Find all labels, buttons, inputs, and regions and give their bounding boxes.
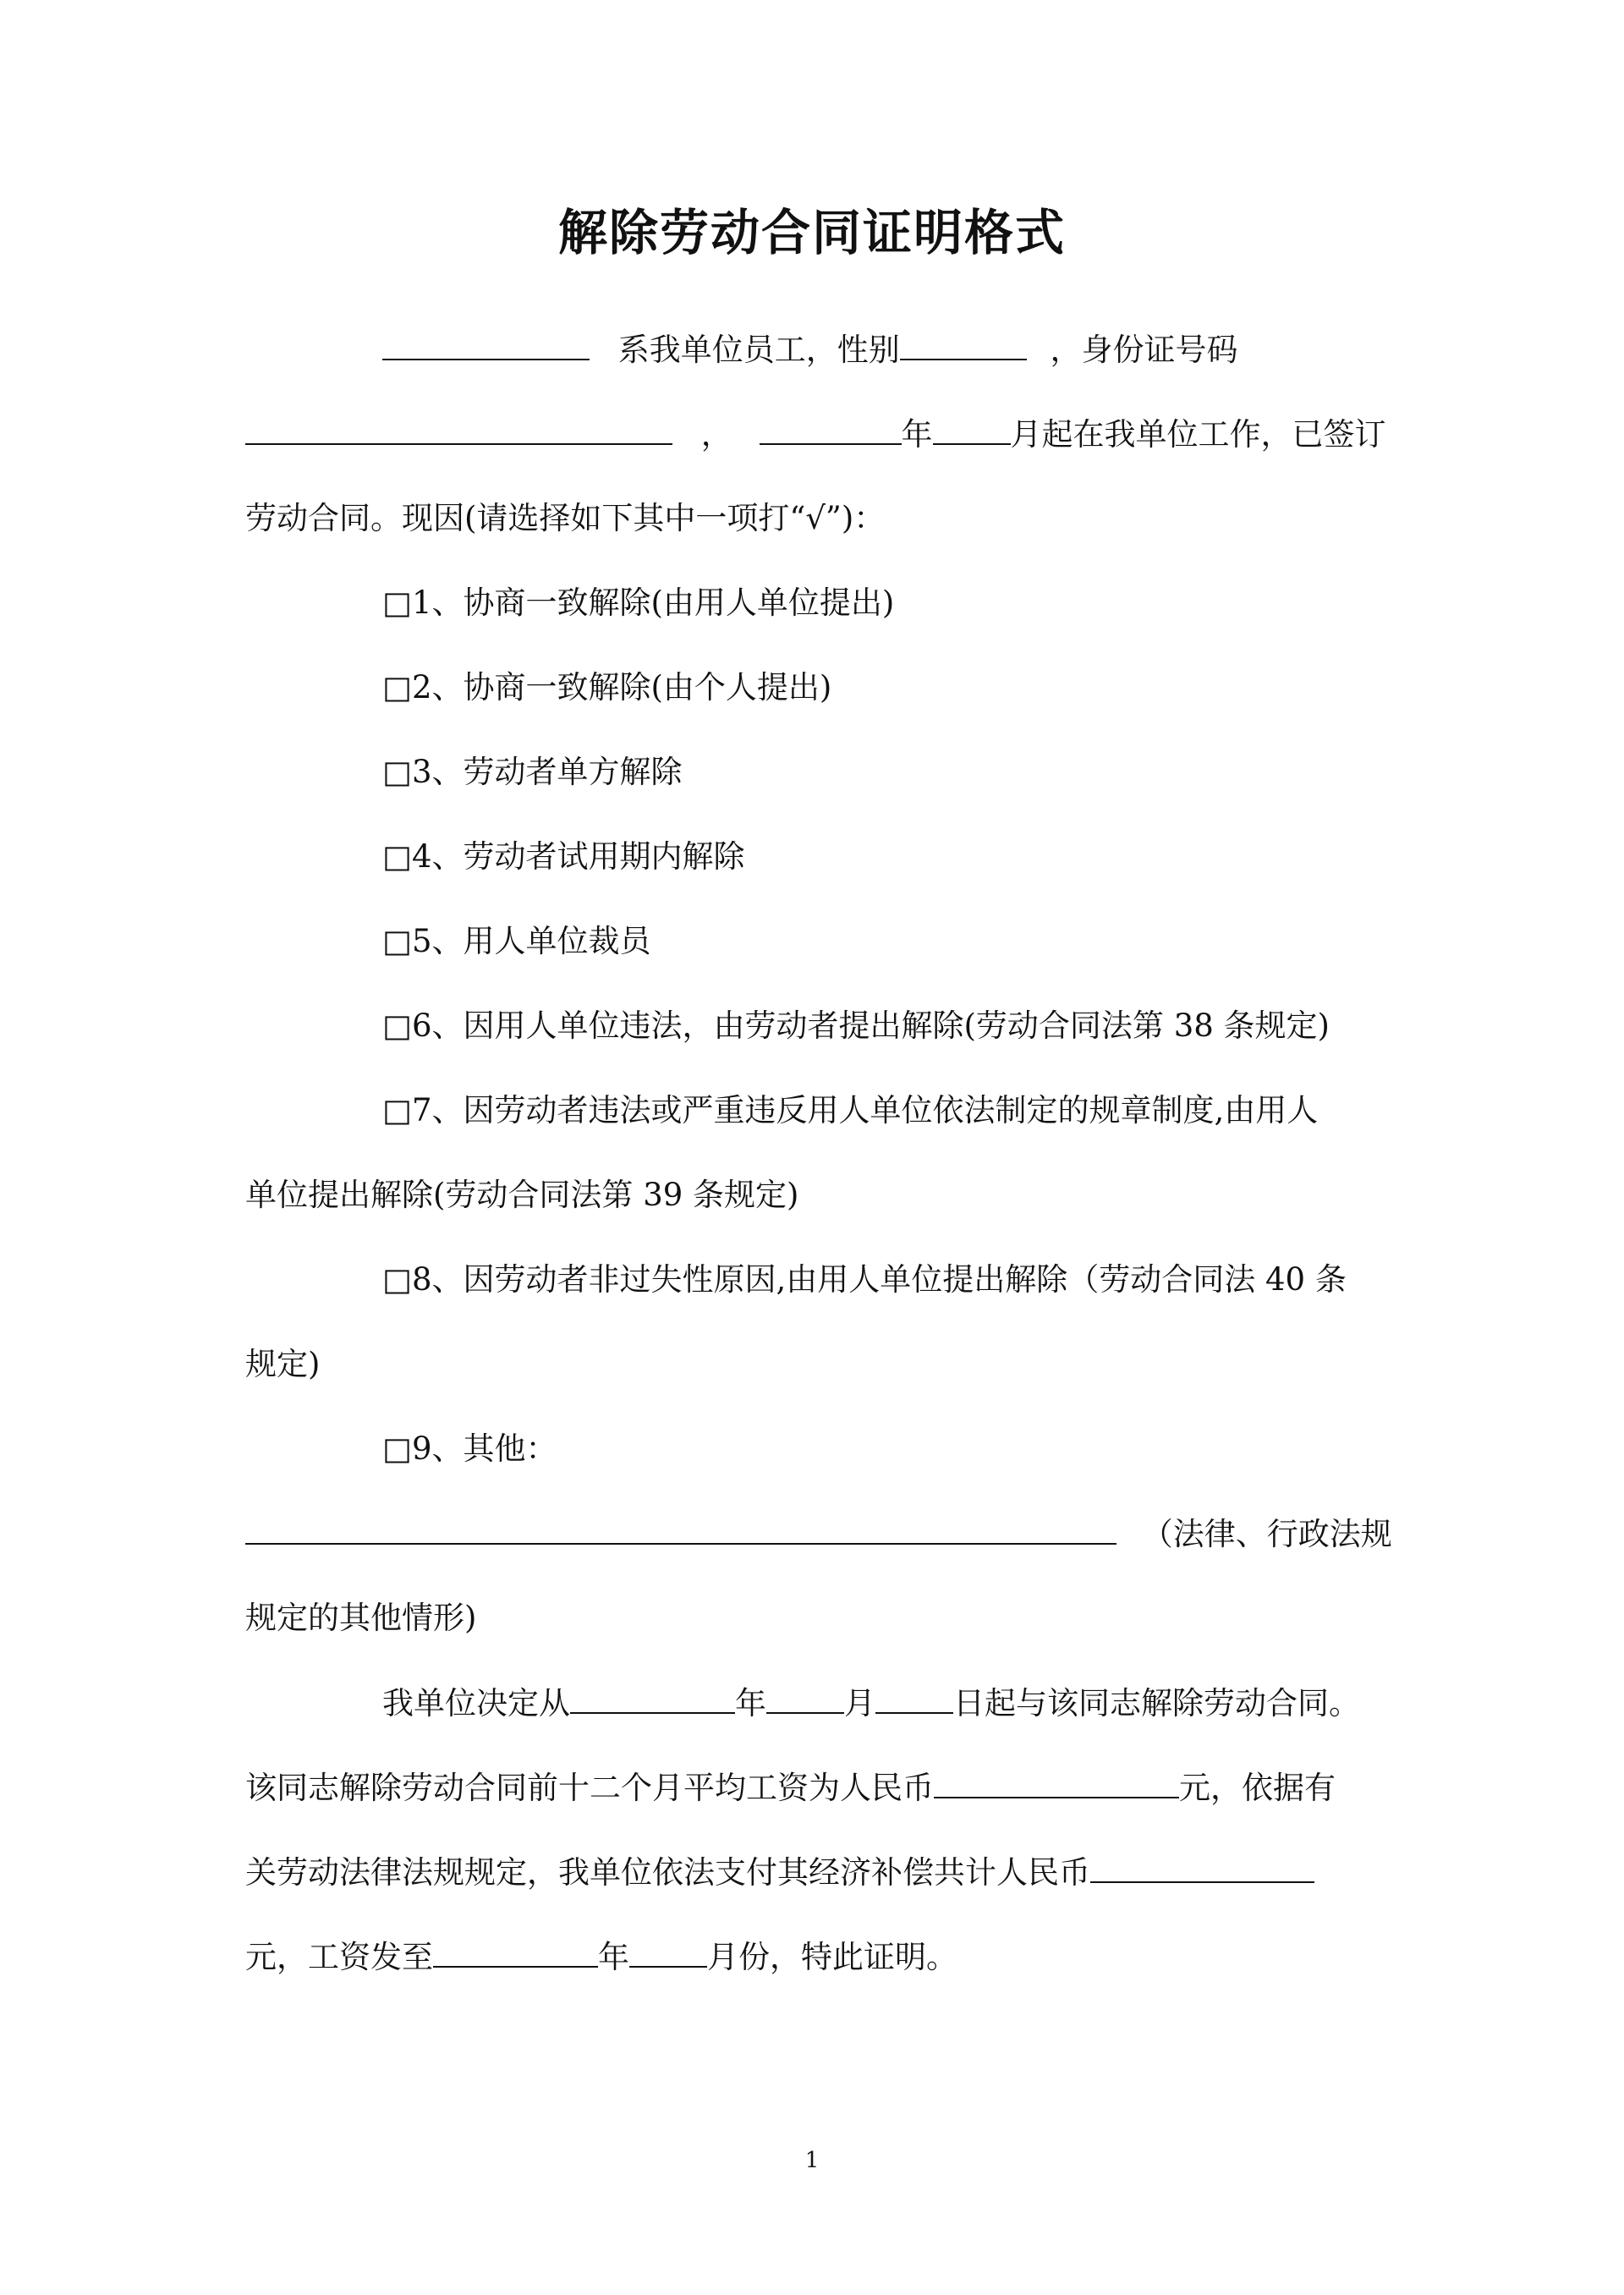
termination-year-label: 年 [735,1685,766,1721]
gender-blank[interactable] [900,328,1027,360]
salary-prefix: 该同志解除劳动合同前十二个月平均工资为人民币 [245,1770,934,1806]
id-number-label: ，身份证号码 [1050,332,1238,368]
salary-until-year-blank[interactable] [433,1935,598,1968]
salary-line [245,1766,1396,1809]
option-4[interactable]: □4、劳动者试用期内解除 [382,838,745,875]
compensation-line [245,1851,1396,1894]
salary-until-month-blank[interactable] [629,1935,707,1968]
start-year-label: 年 [901,416,933,453]
id-number-blank[interactable] [245,413,672,445]
average-salary-blank[interactable] [934,1766,1179,1798]
option-7[interactable]: □7、因劳动者违法或严重违反用人单位依法制定的规章制度,由用人 [382,1092,1319,1128]
final-line [245,1935,1396,1979]
compensation-amount-blank[interactable] [1090,1851,1314,1883]
other-reason-line [245,1513,1396,1556]
other-reason-suffix: （法律、行政法规 [1141,1516,1392,1552]
paragraph-1-line-2 [245,413,1396,456]
start-year-blank[interactable] [760,413,902,445]
paragraph-1-line-1 [382,328,1397,371]
option-7-continued: 单位提出解除(劳动合同法第 39 条规定) [245,1177,799,1213]
decision-line [382,1682,1397,1725]
employee-text: 系我单位员工，性别 [617,332,900,368]
option-3[interactable]: □3、劳动者单方解除 [382,754,683,790]
employee-name-blank[interactable] [382,328,590,360]
document-title: 解除劳动合同证明格式 [557,204,1066,261]
termination-year-blank[interactable] [570,1682,735,1714]
option-8-continued: 规定) [245,1346,321,1382]
termination-day-blank[interactable] [875,1682,953,1714]
option-8[interactable]: □8、因劳动者非过失性原因,由用人单位提出解除（劳动合同法 40 条 [382,1261,1347,1298]
option-9[interactable]: □9、其他： [382,1430,557,1467]
termination-month-label: 月 [844,1685,875,1721]
final-prefix: 元，工资发至 [245,1939,433,1975]
comma-text: ， [700,416,732,453]
decision-prefix: 我单位决定从 [382,1685,570,1721]
start-month-blank[interactable] [933,413,1011,445]
option-2[interactable]: □2、协商一致解除(由个人提出) [382,669,832,706]
compensation-text: 关劳动法律法规规定，我单位依法支付其经济补偿共计人民币 [245,1854,1090,1891]
paragraph-1-line-3: 劳动合同。现因(请选择如下其中一项打“√”)： [245,500,886,536]
salary-until-year-label: 年 [598,1939,629,1975]
final-text: 月份，特此证明。 [707,1939,957,1975]
page-number: 1 [804,2148,820,2173]
other-reason-continued: 规定的其他情形) [245,1600,477,1636]
option-5[interactable]: □5、用人单位裁员 [382,923,651,959]
termination-month-blank[interactable] [766,1682,844,1714]
start-month-text: 月起在我单位工作，已签订 [1010,416,1386,453]
termination-day-text: 日起与该同志解除劳动合同。 [953,1685,1360,1721]
option-1[interactable]: □1、协商一致解除(由用人单位提出) [382,585,895,621]
other-reason-blank[interactable] [245,1513,1116,1545]
salary-suffix: 元，依据有 [1179,1770,1336,1806]
option-6[interactable]: □6、因用人单位违法，由劳动者提出解除(劳动合同法第 38 条规定) [382,1007,1330,1044]
